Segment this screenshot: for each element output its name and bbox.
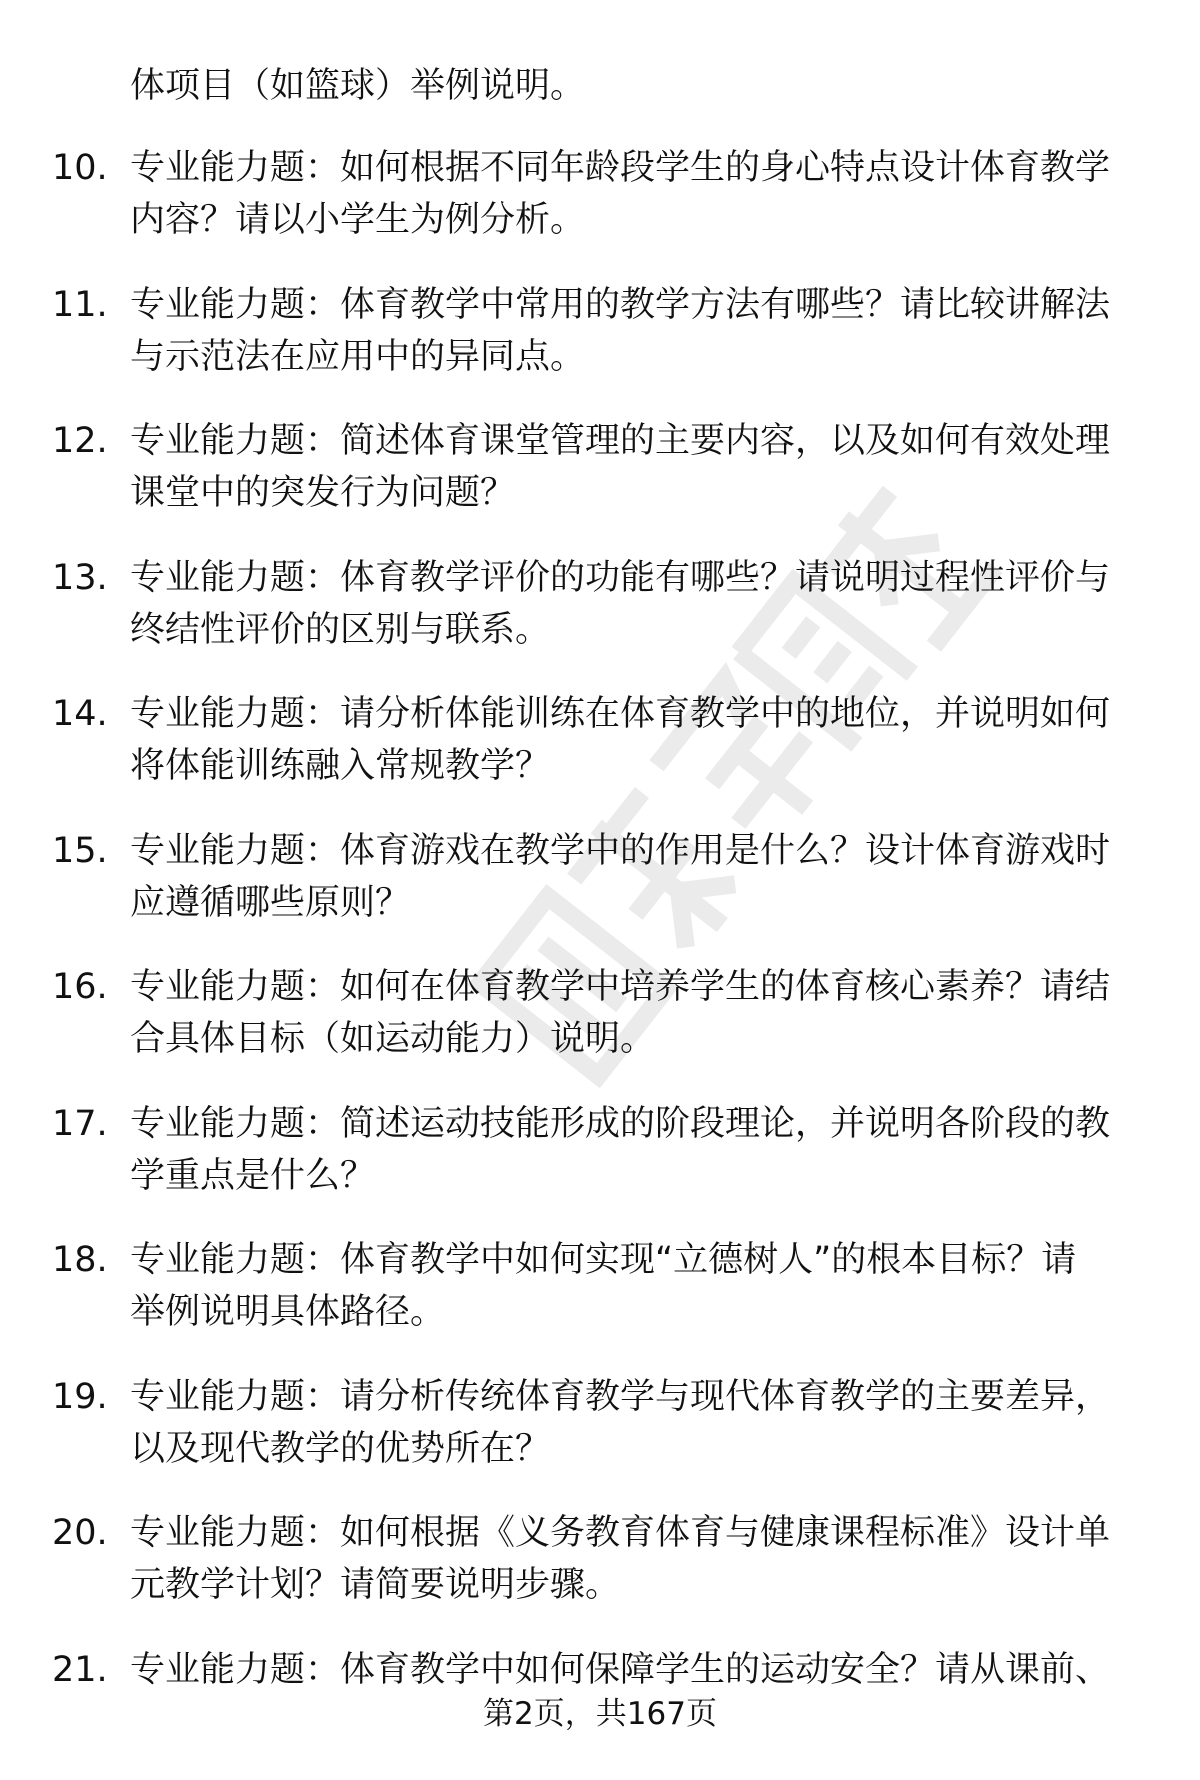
question-text-line: 专业能力题：体育教学中如何实现“立德树人”的根本目标？请 (130, 1234, 1076, 1286)
question-text-line: 专业能力题：体育教学中如何保障学生的运动安全？请从课前、 (130, 1644, 1110, 1696)
question-text-line: 元教学计划？请简要说明步骤。 (130, 1559, 620, 1611)
question-item (0, 1098, 1200, 1235)
question-text-line: 课堂中的突发行为问题？ (130, 467, 515, 519)
question-text-line: 专业能力题：简述体育课堂管理的主要内容，以及如何有效处理 (130, 415, 1110, 467)
question-number: 21. (52, 1644, 108, 1696)
question-text-line: 专业能力题：如何根据《义务教育体育与健康课程标准》设计单 (130, 1507, 1110, 1559)
question-item (0, 279, 1200, 416)
question-text-line: 专业能力题：体育教学评价的功能有哪些？请说明过程性评价与 (130, 552, 1110, 604)
question-number: 18. (52, 1234, 108, 1286)
question-number: 11. (52, 279, 108, 331)
question-item (0, 1507, 1200, 1644)
question-text-line: 内容？请以小学生为例分析。 (130, 194, 585, 246)
question-text-line: 举例说明具体路径。 (130, 1286, 445, 1338)
question-number: 13. (52, 552, 108, 604)
question-text-line: 以及现代教学的优势所在？ (130, 1423, 550, 1475)
question-number: 19. (52, 1371, 108, 1423)
question-item (0, 142, 1200, 279)
question-item (0, 415, 1200, 552)
question-text-line: 专业能力题：简述运动技能形成的阶段理论，并说明各阶段的教 (130, 1098, 1110, 1150)
question-number: 14. (52, 688, 108, 740)
question-item (0, 688, 1200, 825)
question-text-line: 与示范法在应用中的异同点。 (130, 331, 585, 383)
question-number: 20. (52, 1507, 108, 1559)
question-text-line: 将体能训练融入常规教学？ (130, 740, 550, 792)
question-number: 10. (52, 142, 108, 194)
page-footer: 第2页，共167页 (0, 1692, 1200, 1736)
question-item (0, 1234, 1200, 1371)
question-item (0, 825, 1200, 962)
question-text-line: 专业能力题：体育教学中常用的教学方法有哪些？请比较讲解法 (130, 279, 1110, 331)
continuation-text: 体项目（如篮球）举例说明。 (130, 60, 585, 112)
question-text-line: 专业能力题：如何在体育教学中培养学生的体育核心素养？请结 (130, 961, 1110, 1013)
question-text-line: 合具体目标（如运动能力）说明。 (130, 1013, 655, 1065)
question-number: 15. (52, 825, 108, 877)
question-text-line: 学重点是什么？ (130, 1150, 375, 1202)
question-item (0, 961, 1200, 1098)
question-text-line: 终结性评价的区别与联系。 (130, 604, 550, 656)
question-text-line: 应遵循哪些原则？ (130, 877, 410, 929)
question-item (0, 552, 1200, 689)
question-text-line: 专业能力题：请分析传统体育教学与现代体育教学的主要差异， (130, 1371, 1110, 1423)
question-list (0, 142, 1200, 1780)
question-number: 16. (52, 961, 108, 1013)
question-text-line: 专业能力题：如何根据不同年龄段学生的身心特点设计体育教学 (130, 142, 1110, 194)
question-text-line: 专业能力题：请分析体能训练在体育教学中的地位，并说明如何 (130, 688, 1110, 740)
question-text-line: 专业能力题：体育游戏在教学中的作用是什么？设计体育游戏时 (130, 825, 1110, 877)
question-item (0, 1371, 1200, 1508)
question-number: 12. (52, 415, 108, 467)
question-number: 17. (52, 1098, 108, 1150)
